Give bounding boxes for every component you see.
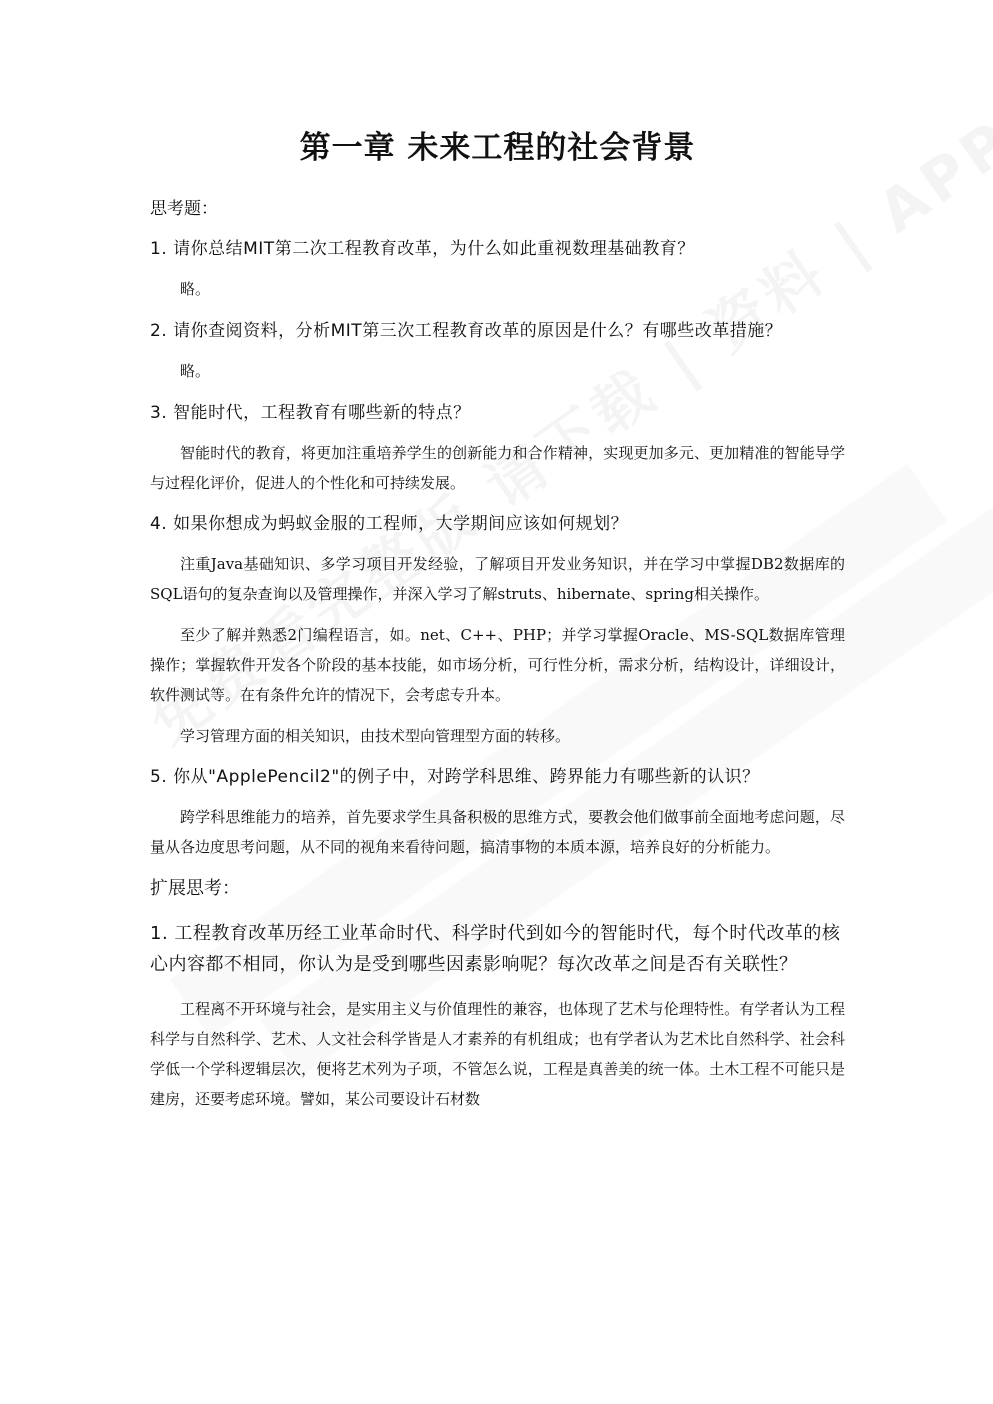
question-block xyxy=(150,762,845,862)
chapter-title: 第一章 未来工程的社会背景 xyxy=(299,130,696,166)
question-block xyxy=(150,509,845,751)
question-block xyxy=(150,234,845,304)
section-label-extended: 扩展思考： xyxy=(150,878,240,899)
extended-question-block xyxy=(150,918,845,1114)
section-label-questions: 思考题： xyxy=(150,199,218,219)
answer-text: 至少了解并熟悉2门编程语言，如。net、C++、PHP；并学习掌握Oracle、MS-SQL数据库管理操作；掌握软件开发各个阶段的基本技能，如市场分析，可行性分析，需求分析，结构设计，详细设计，软件测试等。在有条件允许的情况下，会考虑专升本。 xyxy=(150,626,845,704)
answer-text: 略。 xyxy=(180,280,211,298)
question-text: 5. 你从"ApplePencil2"的例子中，对跨学科思维、跨界能力有哪些新的认识？ xyxy=(150,767,760,787)
question-text: 3. 智能时代，工程教育有哪些新的特点？ xyxy=(150,403,471,423)
extended-answer-text: 工程离不开环境与社会，是实用主义与价值理性的兼容，也体现了艺术与伦理特性。有学者认为工程科学与自然科学、艺术、人文社会科学皆是人才素养的有机组成；也有学者认为艺术比自然科学、社会科学低一个学科逻辑层次，便将艺术列为子项，不管怎么说，工程是真善美的统一体。土木工程不可能只是建房，还要考虑环境。譬如，某公司要设计石材数 xyxy=(150,1000,845,1108)
document-content xyxy=(150,118,845,1125)
question-block xyxy=(150,316,845,386)
question-text: 1. 请你总结MIT第二次工程教育改革，为什么如此重视数理基础教育？ xyxy=(150,239,695,259)
answer-text: 略。 xyxy=(180,362,211,380)
question-text: 4. 如果你想成为蚂蚁金服的工程师，大学期间应该如何规划？ xyxy=(150,514,629,534)
answer-text: 学习管理方面的相关知识，由技术型向管理型方面的转移。 xyxy=(180,727,571,745)
answer-text: 智能时代的教育，将更加注重培养学生的创新能力和合作精神，实现更加多元、更加精准的智能导学与过程化评价，促进人的个性化和可持续发展。 xyxy=(150,444,845,492)
question-block xyxy=(150,398,845,498)
extended-question-text: 1. 工程教育改革历经工业革命时代、科学时代到如今的智能时代，每个时代改革的核心内容都不相同，你认为是受到哪些因素影响呢？每次改革之间是否有关联性？ xyxy=(150,923,841,975)
answer-text: 注重Java基础知识、多学习项目开发经验，了解项目开发业务知识，并在学习中掌握DB2数据库的SQL语句的复杂查询以及管理操作，并深入学习了解struts、hibernate、spring相关操作。 xyxy=(150,555,845,603)
question-text: 2. 请你查阅资料，分析MIT第三次工程教育改革的原因是什么？有哪些改革措施？ xyxy=(150,321,783,341)
answer-text: 跨学科思维能力的培养，首先要求学生具备积极的思维方式，要教会他们做事前全面地考虑问题，尽量从各边度思考问题，从不同的视角来看待问题，搞清事物的本质本源，培养良好的分析能力。 xyxy=(150,808,845,856)
